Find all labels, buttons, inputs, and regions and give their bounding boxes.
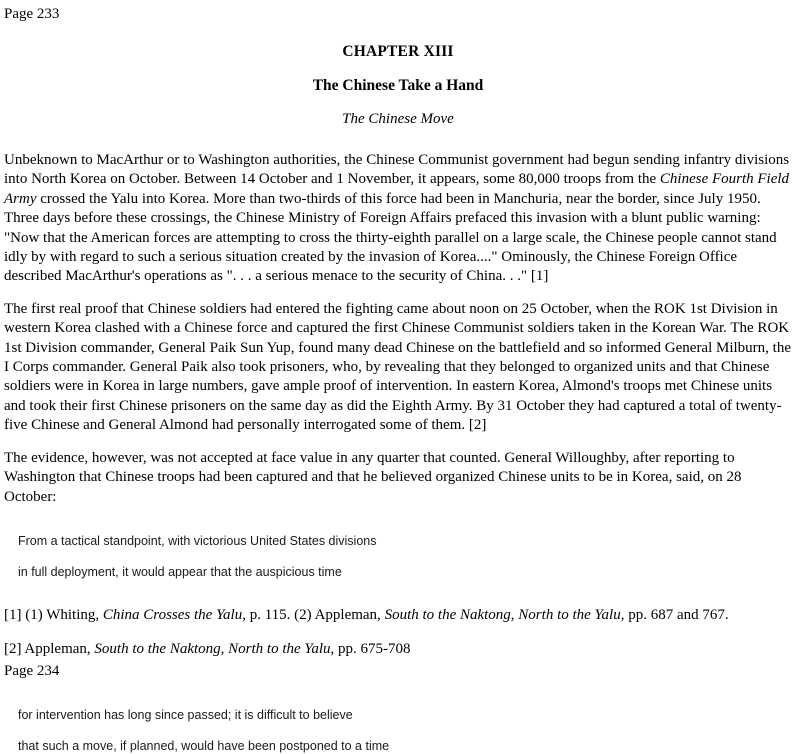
quotation-block-one [4,533,792,580]
footnote-two [4,640,792,659]
section-title: The Chinese Take a Hand [312,77,484,94]
footnote-one-middle: , p. 115. (2) Appleman, [242,606,385,623]
chapter-title: CHAPTER XIII [342,43,454,60]
footnote-one-title-one: China Crosses the Yalu [102,606,243,623]
paragraph-one-part-1: Unbeknown to MacArthur or to Washington authorities, the Chinese Communist government had begun sending infantry divisions into North Korea on October. Between 14 October and 1 November, it appears, some 80,000 troops from the [4,152,790,188]
quotation-block-two [4,707,792,754]
quote-line: for intervention has long since passed; it is difficult to believe [18,707,353,722]
paragraph-three: The evidence, however, was not accepted at face value in any quarter that counted. General Willoughby, after reporting to Washington that Chinese troops had been captured and that he believed organized Chinese units to be in Korea, said, on 28 October: [4,449,742,505]
paragraph-two: The first real proof that Chinese soldiers had entered the fighting came about noon on 25 October, when the ROK 1st Division in western Korea clashed with a Chinese force and captured the first Chinese Communist soldiers taken in the Korean War. The ROK 1st Division commander, General Paik Sun Yup, found many dead Chinese on the battlefield and so informed General Milburn, the I Corps commander. General Paik also took prisoners, who, by revealing that they belonged to organized units and that Chinese soldiers were in Korea in large numbers, gave ample proof of intervention. In eastern Korea, Almond's troops met Chinese units and took their first Chinese prisoners on the same day as did the Eighth Army. By 31 October they had captured a total of twenty-five Chinese and General Almond had personally interrogated some of them. [2] [4,300,792,434]
quote-line: that such a move, if planned, would have been postponed to a time [18,738,390,753]
footnote-two-suffix: , pp. 675-708 [330,641,411,658]
chapter-heading-group [4,42,792,129]
quote-line: in full deployment, it would appear that the auspicious time [18,564,342,579]
footnote-one-prefix: [1] (1) Whiting, [4,606,103,623]
paragraph-one-part-2: crossed the Yalu into Korea. More than two-thirds of this force had been in Manchuria, near the border, since July 1950. Three days before these crossings, the Chinese Ministry of Foreign Affairs prefaced this invasion with a blunt public warning: "Now that the American forces are attempting to cross the thirty-eighth parallel on a large scale, the Chinese people cannot stand idly by with regard to such a serious situation created by the invasion of Korea...." Ominously, the Chinese Foreign Office described MacArthur's operations as ". . . a serious menace to the security of China. . ." [1] [4,190,777,285]
paragraph-one-italic-army: Chinese Fourth Field Army [4,171,790,207]
page-marker-top: Page 233 [4,6,60,22]
footnote-one-title-two: South to the Naktong, North to the Yalu [384,606,621,623]
sub-section-title: The Chinese Move [342,111,454,127]
footnote-one [4,606,792,625]
quote-line: From a tactical standpoint, with victorious United States divisions [18,533,377,548]
footnote-two-title: South to the Naktong, North to the Yalu [94,641,331,658]
footnote-two-prefix: [2] Appleman, [4,641,95,658]
paragraph-one [4,151,792,287]
footnote-one-suffix: , pp. 687 and 767. [620,606,729,623]
page-marker-mid: Page 234 [4,662,60,679]
